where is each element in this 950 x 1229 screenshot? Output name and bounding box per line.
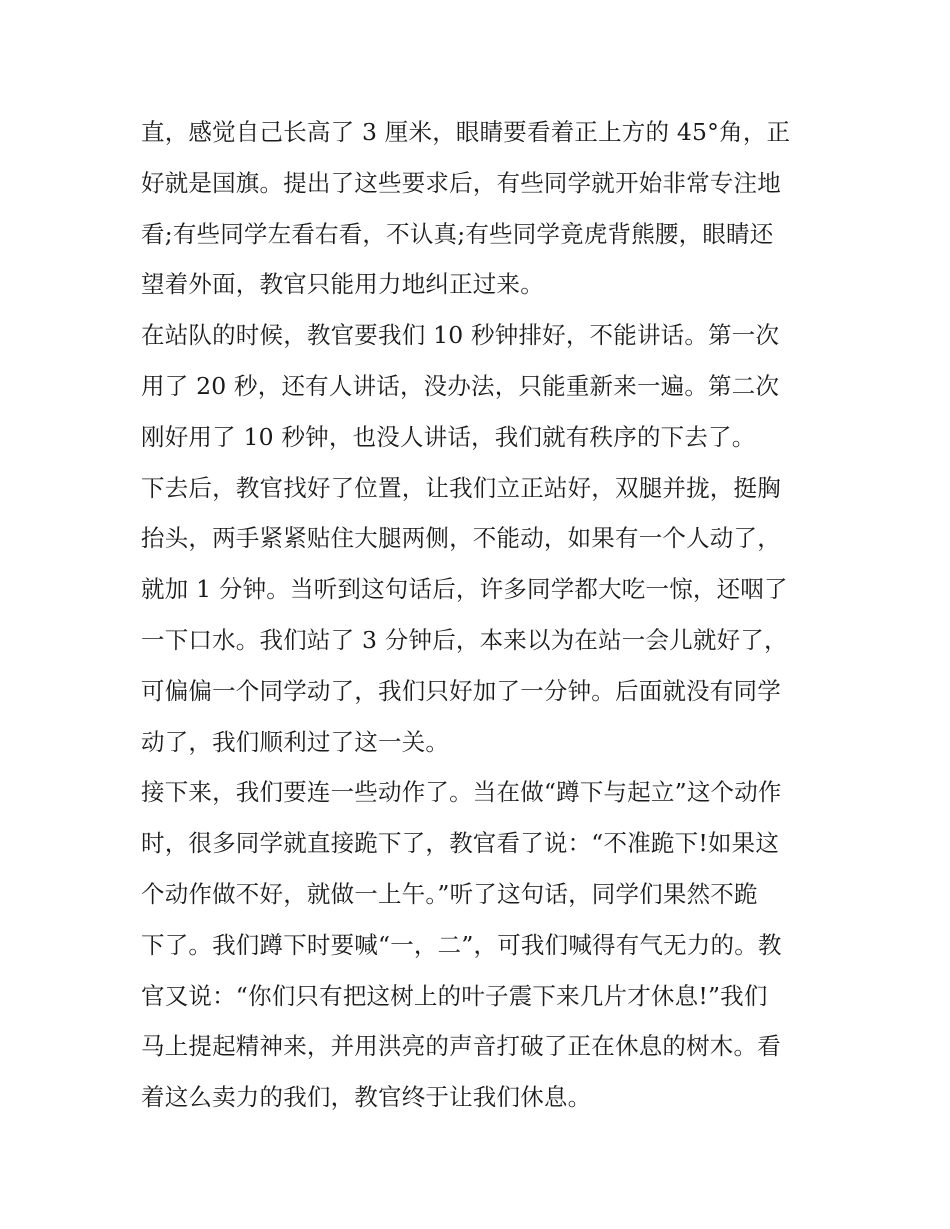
paragraph-3 [141,463,821,768]
text-line: 个动作做不好，就做一上午。”听了这句话，同学们果然不跪 [141,879,758,908]
paragraph-1 [141,107,821,310]
text-line: 时，很多同学就直接跪下了，教官看了说：“不准跪下!如果这 [141,829,780,858]
text-line: 刚好用了 10 秒钟，也没人讲话，我们就有秩序的下去了。 [141,422,756,451]
text-line: 下去后，教官找好了位置，让我们立正站好，双腿并拢，挺胸 [141,473,781,502]
text-line: 接下来，我们要连一些动作了。当在做“蹲下与起立”这个动作 [141,778,782,807]
text-line: 一下口水。我们站了 3 分钟后，本来以为在站一会儿就好了， [141,625,788,654]
text-line: 看;有些同学左看右看，不认真;有些同学竟虎背熊腰，眼睛还 [141,219,774,248]
document-body [141,107,821,1123]
text-line: 就加 1 分钟。当听到这句话后，许多同学都大吃一惊，还咽了 [141,575,788,604]
text-line: 马上提起精神来，并用洪亮的声音打破了正在休息的树木。看 [141,1032,781,1061]
text-line: 着这么卖力的我们，教官终于让我们休息。 [141,1083,592,1112]
text-line: 直，感觉自己长高了 3 厘米，眼睛要看着正上方的 45°角，正 [141,118,791,146]
text-line: 望着外面，教官只能用力地纠正过来。 [141,270,544,299]
text-line: 在站队的时候，教官要我们 10 秒钟排好，不能讲话。第一次 [141,321,780,350]
paragraph-4 [141,767,821,1123]
paragraph-2 [141,310,821,462]
text-line: 官又说：“你们只有把这树上的叶子震下来几片才休息!”我们 [141,981,768,1010]
text-line: 可偏偏一个同学动了，我们只好加了一分钟。后面就没有同学 [141,676,781,705]
text-line: 用了 20 秒，还有人讲话，没办法，只能重新来一遍。第二次 [141,371,780,400]
text-line: 下了。我们蹲下时要喊“一，二”，可我们喊得有气无力的。教 [141,930,782,959]
text-line: 抬头，两手紧紧贴住大腿两侧，不能动，如果有一个人动了， [141,524,781,553]
text-line: 好就是国旗。提出了这些要求后，有些同学就开始非常专注地 [141,168,781,197]
text-line: 动了，我们顺利过了这一关。 [141,727,450,756]
